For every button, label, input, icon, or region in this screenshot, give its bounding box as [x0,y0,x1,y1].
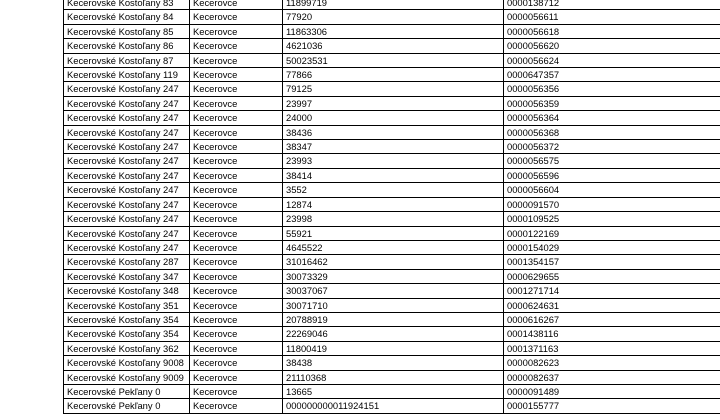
municipality-cell: Kecerovce [190,356,283,370]
code-cell: 0000154029 [504,240,720,254]
municipality-cell: Kecerovce [190,0,283,10]
code-cell: 0000056359 [504,96,720,110]
location-cell: Kecerovské Kostoľany 247 [64,240,190,254]
table-row [64,0,720,10]
table-body [64,0,720,413]
municipality-cell: Kecerovce [190,96,283,110]
code-cell: 0000091570 [504,197,720,211]
municipality-cell: Kecerovce [190,125,283,139]
table-row [64,183,720,197]
code-cell: 0001354157 [504,255,720,269]
table-row [64,68,720,82]
table-row [64,197,720,211]
code-cell: 0000616267 [504,312,720,326]
code-cell: 0000109525 [504,212,720,226]
table-row [64,384,720,398]
table-row [64,399,720,413]
table-row [64,284,720,298]
location-cell: Kecerovské Kostoľany 247 [64,183,190,197]
value-cell: 79125 [283,82,504,96]
value-cell: 23997 [283,96,504,110]
location-cell: Kecerovské Kostoľany 247 [64,140,190,154]
value-cell: 11800419 [283,341,504,355]
location-cell: Kecerovské Kostoľany 247 [64,111,190,125]
table-row [64,255,720,269]
value-cell: 11863306 [283,24,504,38]
location-cell: Kecerovské Kostoľany 247 [64,96,190,110]
location-cell: Kecerovské Kostoľany 9008 [64,356,190,370]
municipality-cell: Kecerovce [190,53,283,67]
table-row [64,10,720,24]
value-cell: 30071710 [283,298,504,312]
value-cell: 12874 [283,197,504,211]
code-cell: 0000122169 [504,226,720,240]
address-table [63,0,720,414]
location-cell: Kecerovské Kostoľany 247 [64,212,190,226]
municipality-cell: Kecerovce [190,197,283,211]
value-cell: 38438 [283,356,504,370]
municipality-cell: Kecerovce [190,255,283,269]
code-cell: 0001371163 [504,341,720,355]
table-row [64,168,720,182]
value-cell: 55921 [283,226,504,240]
table-row [64,111,720,125]
location-cell: Kecerovské Kostoľany 247 [64,154,190,168]
municipality-cell: Kecerovce [190,370,283,384]
table-row [64,39,720,53]
code-cell: 0000138712 [504,0,720,10]
municipality-cell: Kecerovce [190,10,283,24]
location-cell: Kecerovské Kostoľany 351 [64,298,190,312]
municipality-cell: Kecerovce [190,212,283,226]
municipality-cell: Kecerovce [190,168,283,182]
value-cell: 30037067 [283,284,504,298]
value-cell: 13665 [283,384,504,398]
table-row [64,356,720,370]
location-cell: Kecerovské Kostoľany 84 [64,10,190,24]
municipality-cell: Kecerovce [190,226,283,240]
code-cell: 0000155777 [504,399,720,413]
municipality-cell: Kecerovce [190,68,283,82]
location-cell: Kecerovské Kostoľany 85 [64,24,190,38]
code-cell: 0000056618 [504,24,720,38]
location-cell: Kecerovské Kostoľany 362 [64,341,190,355]
code-cell: 0000056604 [504,183,720,197]
location-cell: Kecerovské Kostoľany 86 [64,39,190,53]
data-table-container [63,0,720,414]
code-cell: 0001438116 [504,327,720,341]
location-cell: Kecerovské Kostoľany 247 [64,168,190,182]
municipality-cell: Kecerovce [190,399,283,413]
location-cell: Kecerovské Kostoľany 287 [64,255,190,269]
location-cell: Kecerovské Kostoľany 247 [64,197,190,211]
table-row [64,82,720,96]
municipality-cell: Kecerovce [190,327,283,341]
municipality-cell: Kecerovce [190,298,283,312]
table-row [64,125,720,139]
table-row [64,96,720,110]
code-cell: 0001271714 [504,284,720,298]
location-cell: Kecerovské Pekľany 0 [64,399,190,413]
code-cell: 0000629655 [504,269,720,283]
value-cell: 50023531 [283,53,504,67]
table-row [64,53,720,67]
municipality-cell: Kecerovce [190,140,283,154]
value-cell: 3552 [283,183,504,197]
location-cell: Kecerovské Kostoľany 247 [64,125,190,139]
municipality-cell: Kecerovce [190,82,283,96]
location-cell: Kecerovské Kostoľany 354 [64,312,190,326]
value-cell: 11899719 [283,0,504,10]
municipality-cell: Kecerovce [190,312,283,326]
location-cell: Kecerovské Kostoľany 247 [64,82,190,96]
code-cell: 0000082623 [504,356,720,370]
table-row [64,24,720,38]
value-cell: 23993 [283,154,504,168]
value-cell: 30073329 [283,269,504,283]
table-row [64,269,720,283]
code-cell: 0000082637 [504,370,720,384]
table-row [64,240,720,254]
table-row [64,312,720,326]
location-cell: Kecerovské Kostoľany 87 [64,53,190,67]
code-cell: 0000056611 [504,10,720,24]
code-cell: 0000056372 [504,140,720,154]
code-cell: 0000056620 [504,39,720,53]
municipality-cell: Kecerovce [190,154,283,168]
value-cell: 000000000011924151 [283,399,504,413]
value-cell: 24000 [283,111,504,125]
value-cell: 38436 [283,125,504,139]
municipality-cell: Kecerovce [190,240,283,254]
location-cell: Kecerovské Kostoľany 83 [64,0,190,10]
location-cell: Kecerovské Kostoľany 347 [64,269,190,283]
value-cell: 38347 [283,140,504,154]
table-row [64,154,720,168]
location-cell: Kecerovské Kostoľany 9009 [64,370,190,384]
value-cell: 4645522 [283,240,504,254]
value-cell: 38414 [283,168,504,182]
value-cell: 21110368 [283,370,504,384]
location-cell: Kecerovské Kostoľany 119 [64,68,190,82]
location-cell: Kecerovské Kostoľany 348 [64,284,190,298]
municipality-cell: Kecerovce [190,284,283,298]
value-cell: 31016462 [283,255,504,269]
table-row [64,298,720,312]
code-cell: 0000056356 [504,82,720,96]
municipality-cell: Kecerovce [190,183,283,197]
municipality-cell: Kecerovce [190,24,283,38]
municipality-cell: Kecerovce [190,384,283,398]
location-cell: Kecerovské Kostoľany 247 [64,226,190,240]
table-row [64,341,720,355]
value-cell: 22269046 [283,327,504,341]
municipality-cell: Kecerovce [190,39,283,53]
table-row [64,212,720,226]
value-cell: 77866 [283,68,504,82]
municipality-cell: Kecerovce [190,341,283,355]
code-cell: 0000056368 [504,125,720,139]
municipality-cell: Kecerovce [190,111,283,125]
value-cell: 77920 [283,10,504,24]
table-row [64,226,720,240]
location-cell: Kecerovské Kostoľany 354 [64,327,190,341]
value-cell: 23998 [283,212,504,226]
location-cell: Kecerovské Pekľany 0 [64,384,190,398]
code-cell: 0000056596 [504,168,720,182]
table-row [64,370,720,384]
code-cell: 0000091489 [504,384,720,398]
code-cell: 0000647357 [504,68,720,82]
code-cell: 0000624631 [504,298,720,312]
municipality-cell: Kecerovce [190,269,283,283]
value-cell: 20788919 [283,312,504,326]
table-row [64,327,720,341]
code-cell: 0000056575 [504,154,720,168]
table-row [64,140,720,154]
code-cell: 0000056364 [504,111,720,125]
value-cell: 4621036 [283,39,504,53]
code-cell: 0000056624 [504,53,720,67]
